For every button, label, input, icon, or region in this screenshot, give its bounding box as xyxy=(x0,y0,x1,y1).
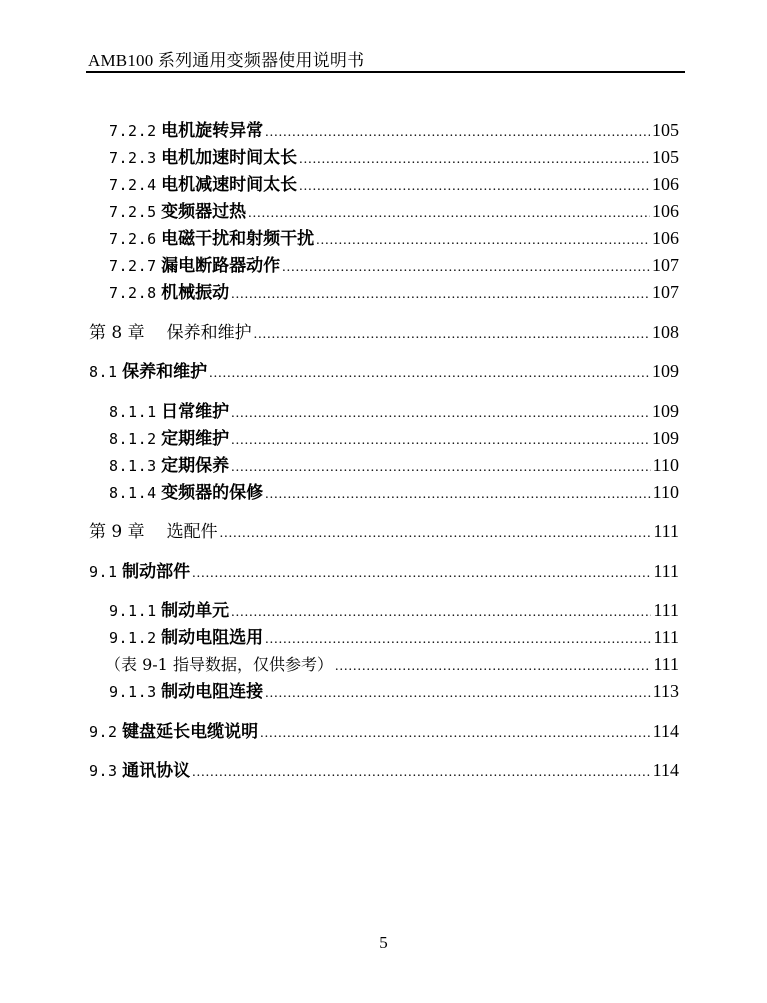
toc-leader-dots xyxy=(260,722,651,746)
toc-leader-dots xyxy=(265,682,651,706)
toc-leader-dots xyxy=(231,402,650,426)
toc-entry-number: 8.1.2 xyxy=(109,430,157,448)
toc-entry[interactable] xyxy=(109,118,679,142)
toc-entry-number: 7.2.6 xyxy=(109,230,157,248)
toc-entry-number: 8.1 xyxy=(89,363,118,381)
toc-entry-title: 电机减速时间太长 xyxy=(161,175,298,195)
toc-entry-number: 9.3 xyxy=(89,762,118,780)
toc-entry[interactable] xyxy=(109,226,679,250)
toc-chapter-title: 选配件 xyxy=(166,522,218,542)
toc-entry[interactable] xyxy=(109,598,679,622)
toc-entry-title: 日常维护 xyxy=(161,402,230,422)
toc-entry-number: 7.2.5 xyxy=(109,203,157,221)
toc-entry-page: 113 xyxy=(652,681,679,701)
toc-chapter-number: 第 9 章 xyxy=(89,522,145,542)
toc-entry-number: 9.1.1 xyxy=(109,602,157,620)
toc-section-entry[interactable] xyxy=(89,359,679,383)
toc-entry-title: 电机旋转异常 xyxy=(161,121,264,141)
toc-entry-number: 7.2.3 xyxy=(109,149,157,167)
toc-entry-number: 9.2 xyxy=(89,723,118,741)
toc-entry-page: 107 xyxy=(652,255,679,275)
toc-entry-title: 变频器的保修 xyxy=(161,483,264,503)
toc-entry-page: 107 xyxy=(652,282,679,302)
toc-entry-number: 8.1.4 xyxy=(109,484,157,502)
toc-entry-title: 制动单元 xyxy=(161,601,230,621)
toc-entry[interactable] xyxy=(109,280,679,304)
toc-entry-title: 制动电阻选用 xyxy=(161,628,264,648)
toc-entry-title: 定期维护 xyxy=(161,429,230,449)
toc-entry-number: 7.2.4 xyxy=(109,176,157,194)
toc-chapter-entry[interactable] xyxy=(89,519,679,543)
toc-entry[interactable] xyxy=(109,480,679,504)
header-rule xyxy=(86,71,685,73)
toc-section-entry[interactable] xyxy=(89,559,679,583)
toc-entry[interactable] xyxy=(109,679,679,703)
toc-entry-page: 111 xyxy=(653,654,679,674)
toc-entry-number: 9.1 xyxy=(89,563,118,581)
toc-entry-title: 通讯协议 xyxy=(122,761,191,781)
toc-leader-dots xyxy=(231,283,650,307)
toc-leader-dots xyxy=(231,601,651,625)
toc-entry[interactable] xyxy=(109,199,679,223)
toc-entry-page: 114 xyxy=(652,760,679,780)
page-number: 5 xyxy=(379,933,388,952)
toc-entry-page: 111 xyxy=(653,521,679,541)
toc-entry-page: 110 xyxy=(652,455,679,475)
toc-chapter-number: 第 8 章 xyxy=(89,323,145,343)
toc-leader-dots xyxy=(299,175,650,199)
toc-entry[interactable] xyxy=(109,426,679,450)
toc-entry-title: 保养和维护 xyxy=(122,362,208,382)
toc-chapter-entry[interactable] xyxy=(89,320,679,344)
toc-entry-number: 7.2.2 xyxy=(109,122,157,140)
toc-entry[interactable] xyxy=(109,145,679,169)
toc-leader-dots xyxy=(265,483,651,507)
toc-entry-page: 106 xyxy=(652,174,679,194)
toc-entry-number: 7.2.8 xyxy=(109,284,157,302)
toc-entry[interactable] xyxy=(109,399,679,423)
toc-entry-page: 109 xyxy=(652,428,679,448)
toc-leader-dots xyxy=(265,628,651,652)
toc-leader-dots xyxy=(254,323,650,347)
toc-entry-page: 114 xyxy=(652,721,679,741)
toc-entry-title: 定期保养 xyxy=(161,456,230,476)
toc-leader-dots xyxy=(192,761,651,785)
toc-entry-title: 制动电阻连接 xyxy=(161,682,264,702)
toc-leader-dots xyxy=(248,202,650,226)
toc-leader-dots xyxy=(231,429,650,453)
toc-entry[interactable] xyxy=(109,625,679,649)
toc-entry-page: 111 xyxy=(653,627,679,647)
toc-table-entry[interactable] xyxy=(105,652,679,676)
toc-entry-page: 106 xyxy=(652,201,679,221)
toc-leader-dots xyxy=(335,655,651,679)
toc-entry-number: 7.2.7 xyxy=(109,257,157,275)
toc-entry-title: （表 9-1 指导数据，仅供参考） xyxy=(105,655,333,674)
toc-leader-dots xyxy=(265,121,650,145)
toc-chapter-title: 保养和维护 xyxy=(166,323,252,343)
toc-section-entry[interactable] xyxy=(89,758,679,782)
toc-entry-page: 106 xyxy=(652,228,679,248)
toc-entry-title: 变频器过热 xyxy=(161,202,247,222)
toc-entry-page: 110 xyxy=(652,482,679,502)
toc-entry-page: 105 xyxy=(652,120,679,140)
toc-leader-dots xyxy=(220,522,652,546)
toc-leader-dots xyxy=(282,256,650,280)
toc-leader-dots xyxy=(192,562,651,586)
toc-entry-page: 109 xyxy=(652,401,679,421)
toc-entry-number: 8.1.1 xyxy=(109,403,157,421)
toc-entry[interactable] xyxy=(109,453,679,477)
toc-section-entry[interactable] xyxy=(89,719,679,743)
toc-entry-page: 111 xyxy=(653,561,679,581)
toc-entry-title: 电机加速时间太长 xyxy=(161,148,298,168)
toc-entry-title: 键盘延长电缆说明 xyxy=(122,722,259,742)
toc-leader-dots xyxy=(231,456,651,480)
toc-entry-page: 109 xyxy=(652,361,679,381)
toc-entry-number: 9.1.2 xyxy=(109,629,157,647)
document-header-title: AMB100 系列通用变频器使用说明书 xyxy=(88,51,365,70)
toc-entry-number: 8.1.3 xyxy=(109,457,157,475)
toc-leader-dots xyxy=(316,229,650,253)
toc-entry-page: 105 xyxy=(652,147,679,167)
toc-entry-title: 机械振动 xyxy=(161,283,230,303)
toc-leader-dots xyxy=(209,362,650,386)
toc-leader-dots xyxy=(299,148,650,172)
toc-entry-page: 111 xyxy=(653,600,679,620)
toc-entry[interactable] xyxy=(109,172,679,196)
toc-entry-page: 108 xyxy=(652,322,679,342)
toc-entry-title: 电磁干扰和射频干扰 xyxy=(161,229,315,249)
toc-entry-title: 漏电断路器动作 xyxy=(161,256,281,276)
toc-entry[interactable] xyxy=(109,253,679,277)
toc-entry-number: 9.1.3 xyxy=(109,683,157,701)
toc-entry-title: 制动部件 xyxy=(122,562,191,582)
